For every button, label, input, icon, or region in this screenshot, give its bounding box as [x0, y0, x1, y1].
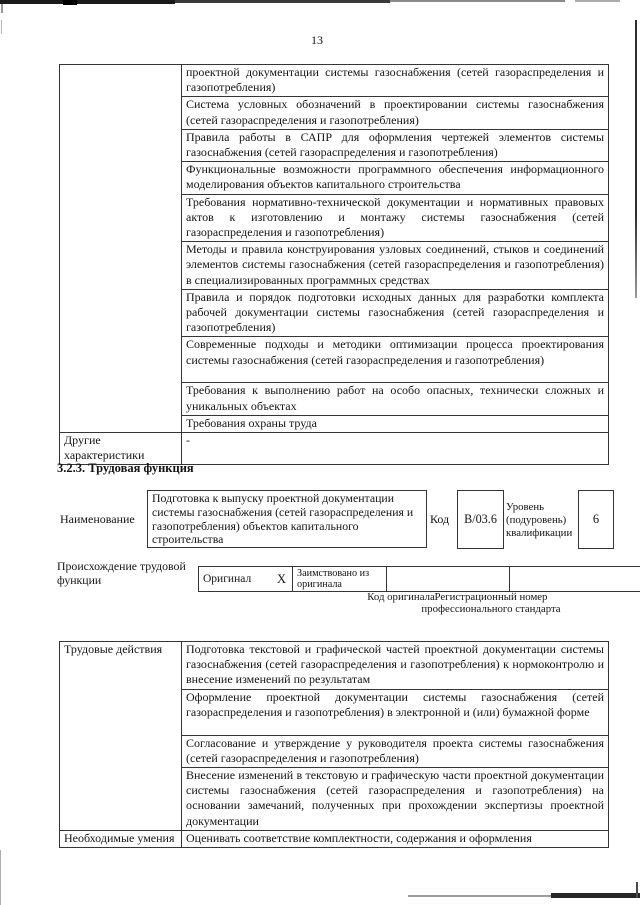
action-item: Внесение изменений в текстовую и графическую части проектной документации системы газоснабжения (сетей газораспределения и газопотребления) на основании замечаний, полученных при прохождении экспертизы проектной документации	[182, 768, 609, 831]
knowledge-item: Требования нормативно-технической документации и нормативных правовых актов к изготовлению и монтажу системы газоснабжения (сетей газораспределения и газопотребления)	[182, 194, 609, 242]
knowledge-item: Требования к выполнению работ на особо опасных, технически сложных и уникальных объектах	[182, 383, 609, 415]
knowledge-table	[59, 64, 609, 465]
scan-artifact-left-line-bottom	[0, 850, 1, 905]
scan-artifact-top-bar-light	[390, 0, 565, 2]
skills-label-cell: Необходимые умения	[60, 830, 182, 847]
function-code-label: Код	[430, 512, 450, 526]
action-item: Подготовка текстовой и графической частей проектной документации системы газоснабжения (сетей газораспределения и газопотребления) к нормоконтролю и внесение изменений по результатам	[182, 642, 609, 690]
origin-table	[198, 566, 640, 592]
actions-label-cell: Трудовые действия	[60, 642, 182, 831]
origin-original-label: Оригинал	[203, 573, 252, 585]
knowledge-item: Система условных обозначений в проектировании системы газоснабжения (сетей газораспределения и газопотребления)	[182, 97, 609, 129]
knowledge-item: Правила и порядок подготовки исходных данных для разработки комплекта рабочей документации системы газоснабжения (сетей газораспределения и газопотребления)	[182, 289, 609, 337]
knowledge-label-cell-empty	[60, 65, 182, 433]
origin-reg-caption: Регистрационный номер профессионального стандарта	[421, 591, 561, 616]
origin-original-cell	[199, 567, 293, 592]
function-level-label: Уровень (подуровень) квалификации	[506, 501, 573, 539]
function-level-box: 6	[578, 490, 614, 549]
knowledge-item: Правила работы в САПР для оформления чертежей элементов системы газоснабжения (сетей газораспределения и газопотребления)	[182, 129, 609, 161]
scan-artifact-left-dash-2	[1, 20, 2, 34]
scan-artifact-right-line	[635, 20, 637, 298]
scan-artifact-corner-line	[636, 882, 638, 898]
scan-artifact-bottom-gray-bar	[408, 895, 551, 897]
scan-artifact-top-bar-mid	[175, 0, 390, 3]
action-item: Оформление проектной документации системы газоснабжения (сетей газораспределения и газопотребления) в электронной и (или) бумажной форме	[182, 689, 609, 735]
origin-borrowed-cell: Заимствовано из оригинала	[293, 567, 387, 592]
page-number: 13	[311, 33, 323, 47]
action-item: Согласование и утверждение у руководителя проекта системы газоснабжения (сетей газораспределения и газопотребления)	[182, 735, 609, 767]
function-code-box: В/03.6	[457, 490, 504, 549]
scan-artifact-bottom-black-bar	[551, 893, 640, 898]
origin-code-caption: Код оригинала	[367, 591, 435, 603]
origin-code-cell-empty	[387, 567, 510, 592]
knowledge-item: Функциональные возможности программного обеспечения информационного моделирования объектов капитального строительства	[182, 162, 609, 194]
knowledge-item: Требования охраны труда	[182, 415, 609, 432]
skill-item: Оценивать соответствие комплектности, содержания и оформления	[182, 830, 609, 847]
function-name-label: Наименование	[60, 512, 135, 526]
knowledge-item: проектной документации системы газоснабжения (сетей газораспределения и газопотребления)	[182, 65, 609, 97]
other-characteristics-value: -	[182, 433, 609, 465]
origin-original-mark: X	[276, 571, 286, 586]
scan-artifact-top-blob	[63, 0, 77, 5]
scan-artifact-left-dash-1	[1, 4, 3, 13]
knowledge-item: Современные подходы и методики оптимизации процесса проектирования системы газоснабжения (сетей газораспределения и газопотребления)	[182, 337, 609, 383]
function-name-box: Подготовка к выпуску проектной документации системы газоснабжения (сетей газораспределения и газопотребления) объектов капитального строительства	[147, 490, 427, 548]
scan-artifact-top-dash	[575, 0, 620, 2]
actions-table	[59, 641, 609, 848]
origin-label: Происхождение трудовой функции	[57, 559, 186, 587]
scan-artifact-top-bar-dark	[0, 0, 175, 4]
origin-reg-cell-empty	[510, 567, 640, 592]
other-characteristics-label: Другие характеристики	[60, 433, 182, 465]
section-heading: 3.2.3. Трудовая функция	[57, 461, 194, 475]
knowledge-item: Методы и правила конструирования узловых соединений, стыков и соединений элементов системы газоснабжения (сетей газораспределения и газопотребления) в специализированных программных средствах	[182, 242, 609, 290]
